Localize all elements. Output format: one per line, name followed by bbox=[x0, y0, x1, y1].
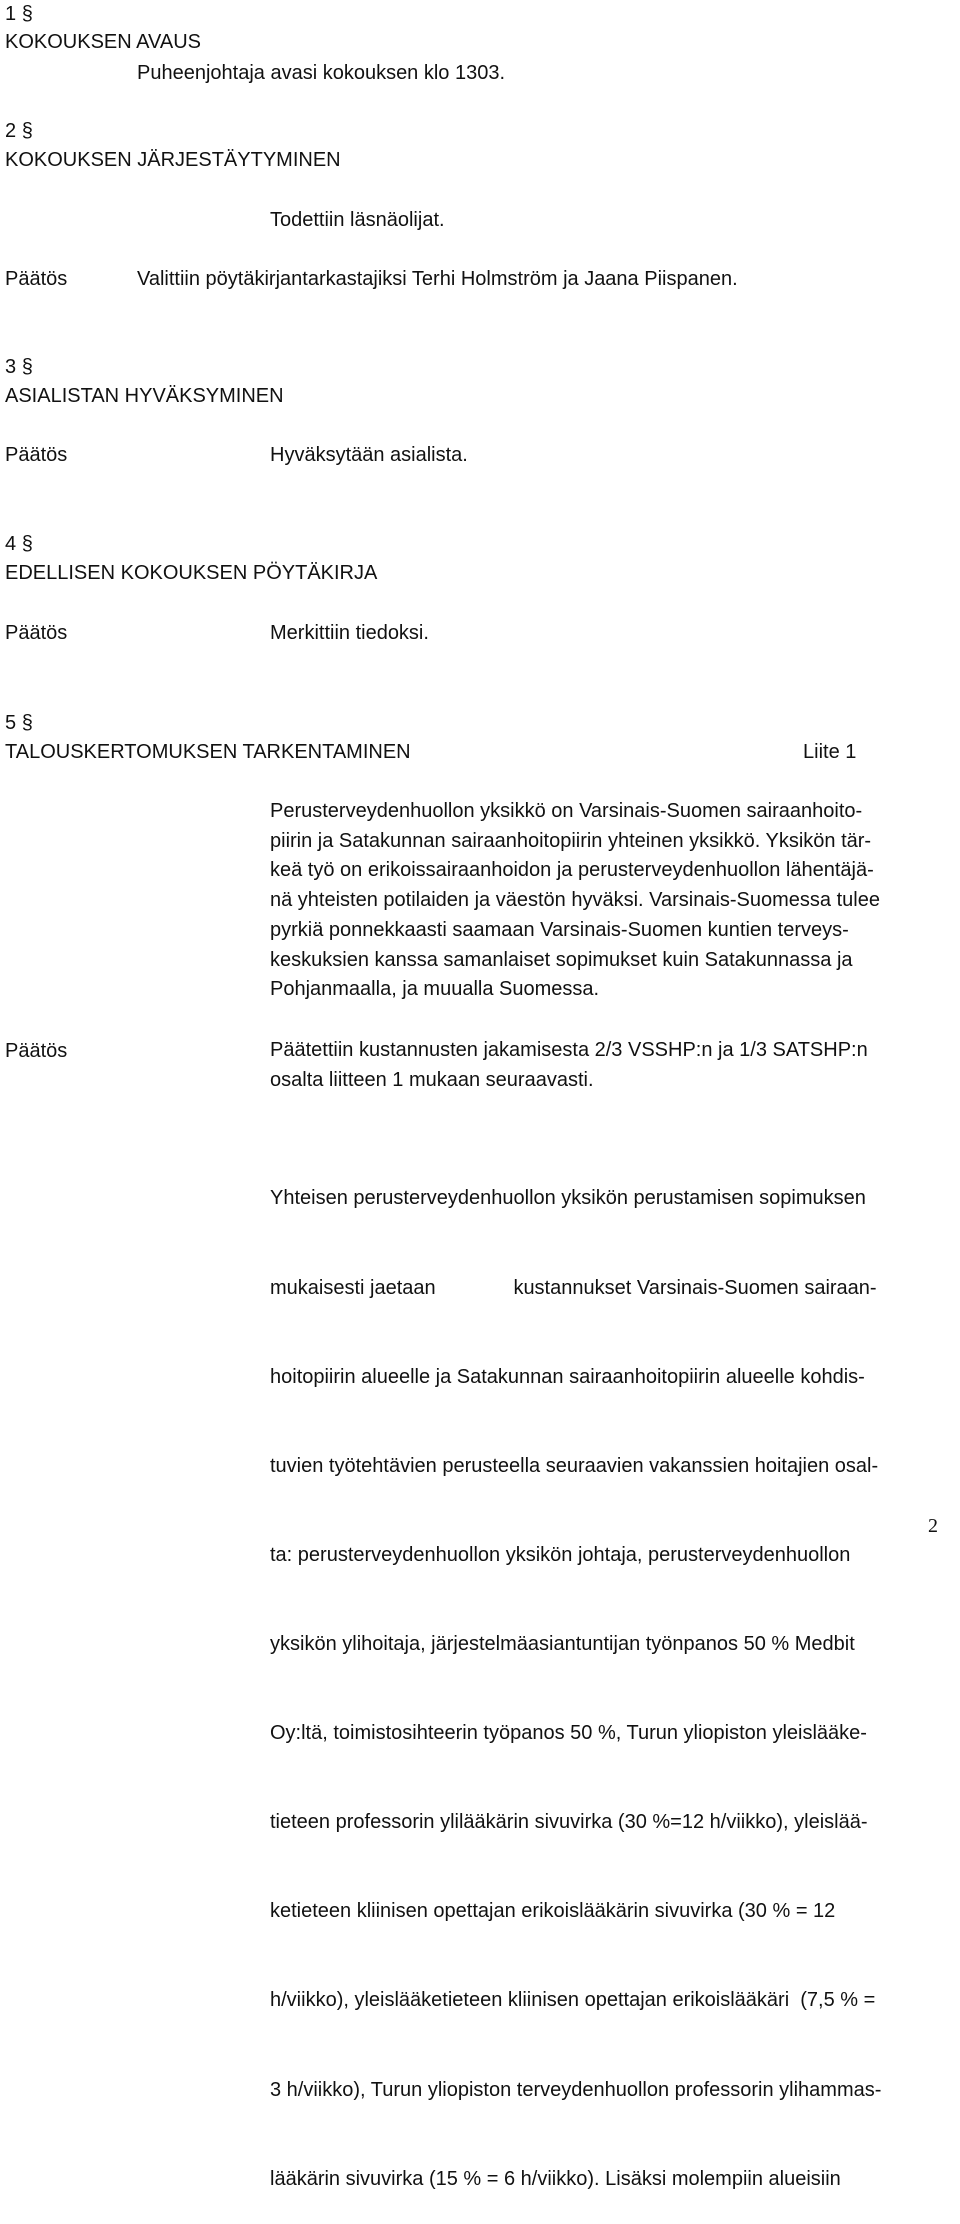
body-line: nä yhteisten potilaiden ja väestön hyväksi. Varsinais-Suomessa tulee bbox=[270, 889, 880, 912]
body-line: pyrkiä ponnekkaasti saamaan Varsinais-Suomen kuntien terveys- bbox=[270, 918, 849, 941]
section-2-title: KOKOUKSEN JÄRJESTÄYTYMINEN bbox=[5, 149, 341, 171]
section-2-decision-label: Päätös bbox=[5, 268, 68, 290]
continuation-line: 3 h/viikko), Turun yliopiston terveydenhuollon professorin ylihammas- bbox=[270, 2078, 882, 2101]
section-3-number: 3 § bbox=[5, 356, 33, 378]
section-2-decision: Valittiin pöytäkirjantarkastajiksi Terhi Holmström ja Jaana Piispanen. bbox=[137, 268, 738, 290]
section-1-text: Puheenjohtaja avasi kokouksen klo 1303. bbox=[137, 62, 506, 84]
body-line: Perusterveydenhuollon yksikkö on Varsinais-Suomen sairaanhoito- bbox=[270, 800, 863, 822]
body-line: piirin ja Satakunnan sairaanhoitopiirin yhteinen yksikkö. Yksikön tär- bbox=[270, 829, 872, 852]
continuation-line: hoitopiirin alueelle ja Satakunnan sairaanhoitopiirin alueelle kohdis- bbox=[270, 1365, 865, 1388]
continuation-line: h/viikko), yleislääketieteen kliinisen opettajan erikoislääkäri (7,5 % = bbox=[270, 1989, 876, 2012]
continuation-line: Yhteisen perusterveydenhuollon yksikön perustamisen sopimuksen bbox=[270, 1187, 866, 1210]
section-5-number: 5 § bbox=[5, 712, 33, 734]
section-3-decision-label: Päätös bbox=[5, 444, 68, 466]
body-line: Pohjanmaalla, ja muualla Suomessa. bbox=[270, 978, 600, 1001]
section-5-continuation bbox=[270, 1125, 960, 2224]
section-4-title: EDELLISEN KOKOUKSEN PÖYTÄKIRJA bbox=[5, 562, 378, 584]
section-3-decision: Hyväksytään asialista. bbox=[270, 444, 468, 466]
continuation-line: Oy:ltä, toimistosihteerin työpanos 50 %, Turun yliopiston yleislääke- bbox=[270, 1722, 867, 1745]
continuation-line: lääkärin sivuvirka (15 % = 6 h/viikko). Lisäksi molempiin alueisiin bbox=[270, 2167, 841, 2190]
section-3-title: ASIALISTAN HYVÄKSYMINEN bbox=[5, 385, 284, 407]
continuation-line: ta: perusterveydenhuollon yksikön johtaja, perusterveydenhuollon bbox=[270, 1543, 851, 1566]
decision-line: Päätettiin kustannusten jakamisesta 2/3 VSSHP:n ja 1/3 SATSHP:n bbox=[270, 1039, 868, 1061]
continuation-line: ketieteen kliinisen opettajan erikoislääkärin sivuvirka (30 % = 12 bbox=[270, 1900, 836, 1923]
section-2-number: 2 § bbox=[5, 120, 33, 142]
section-1-number: 1 § bbox=[5, 3, 33, 25]
body-line: keskuksien kanssa samanlaiset sopimukset kuin Satakunnassa ja bbox=[270, 948, 853, 971]
page-number: 2 bbox=[928, 1515, 938, 1537]
section-5-body bbox=[270, 797, 960, 1005]
section-4-decision: Merkittiin tiedoksi. bbox=[270, 622, 429, 644]
continuation-line: mukaisesti jaetaan kustannukset Varsinais-Suomen sairaan- bbox=[270, 1276, 877, 1299]
section-4-number: 4 § bbox=[5, 533, 33, 555]
body-line: keä työ on erikoissairaanhoidon ja perusterveydenhuollon lähentäjä- bbox=[270, 859, 874, 882]
section-5-attachment: Liite 1 bbox=[803, 741, 857, 763]
section-5-decision-label: Päätös bbox=[5, 1040, 68, 1062]
section-5-title: TALOUSKERTOMUKSEN TARKENTAMINEN bbox=[5, 741, 411, 763]
section-5-decision bbox=[270, 1036, 960, 1095]
section-1-title: KOKOUKSEN AVAUS bbox=[5, 31, 201, 53]
section-4-decision-label: Päätös bbox=[5, 622, 68, 644]
continuation-line: yksikön ylihoitaja, järjestelmäasiantuntijan työnpanos 50 % Medbit bbox=[270, 1632, 855, 1655]
continuation-line: tieteen professorin ylilääkärin sivuvirka (30 %=12 h/viikko), yleislää- bbox=[270, 1811, 868, 1834]
section-2-text: Todettiin läsnäolijat. bbox=[270, 209, 445, 231]
decision-line: osalta liitteen 1 mukaan seuraavasti. bbox=[270, 1068, 594, 1091]
continuation-line: tuvien työtehtävien perusteella seuraavien vakanssien hoitajien osal- bbox=[270, 1454, 879, 1477]
